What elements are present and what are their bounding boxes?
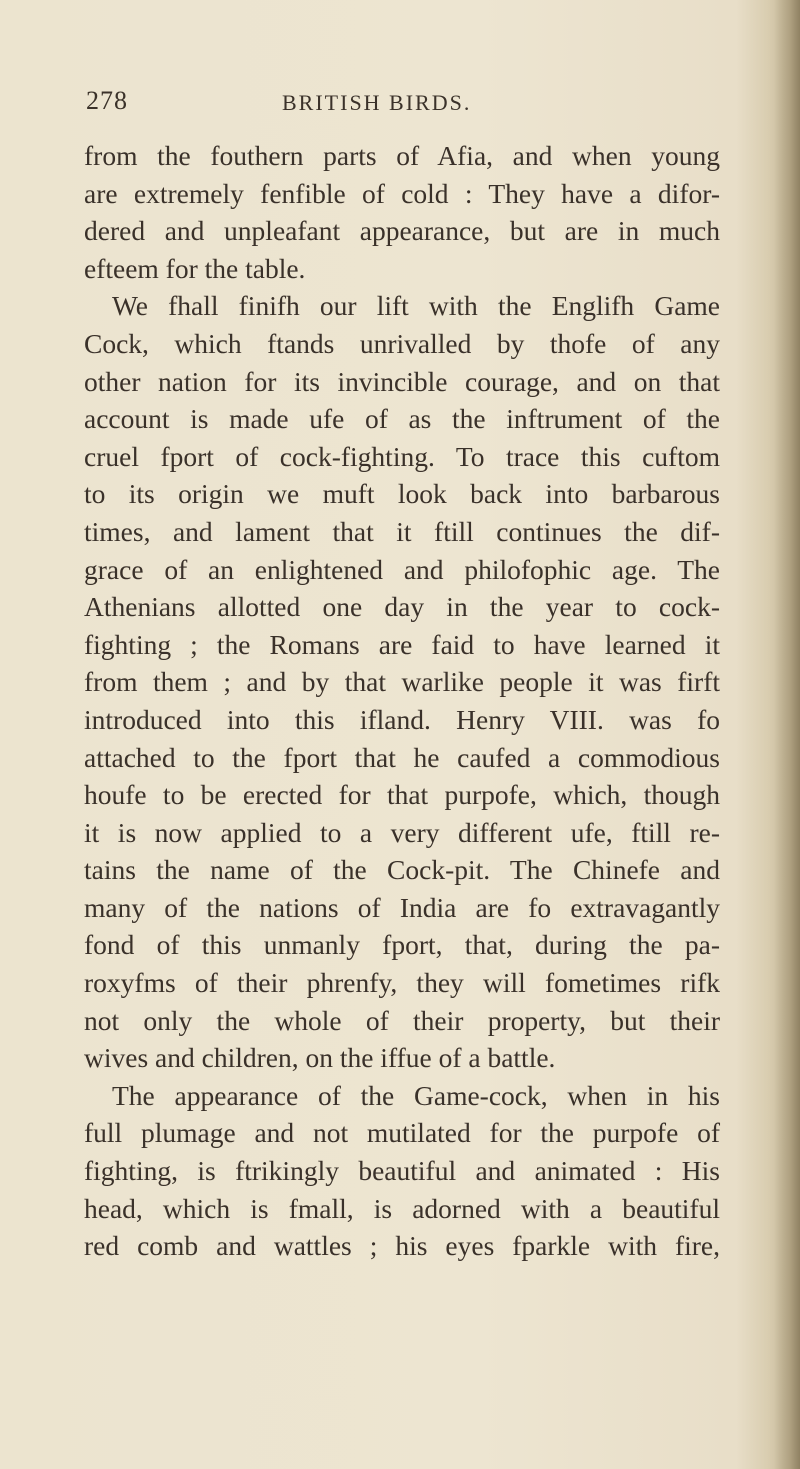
text-line: times, and lament that it ftill continues the dif-: [84, 515, 720, 547]
text-line: are extremely fenfible of cold : They have a difor-: [84, 177, 720, 209]
text-line: roxyfms of their phrenfy, they will fometimes rifk: [84, 967, 720, 999]
text-line: houfe to be erected for that purpofe, which, though: [84, 779, 720, 811]
text-line: cruel fport of cock-fighting. To trace this cuftom: [84, 440, 720, 472]
text-line: Cock, which ftands unrivalled by thofe of any: [84, 327, 720, 359]
page-edge-shadow: [774, 0, 800, 1469]
text-line: wives and children, on the iffue of a battle.: [84, 1042, 556, 1074]
text-line: efteem for the table.: [84, 252, 306, 284]
text-line: account is made ufe of as the inftrument of the: [84, 403, 720, 435]
text-line: it is now applied to a very different ufe, ftill re-: [84, 816, 720, 848]
text-line: dered and unpleafant appearance, but are in much: [84, 215, 720, 247]
page-header: [0, 86, 800, 126]
text-line: introduced into this ifland. Henry VIII. was fo: [84, 703, 720, 735]
text-line: Athenians allotted one day in the year to cock-: [84, 591, 720, 623]
text-line: fighting, is ftrikingly beautiful and animated : His: [84, 1155, 720, 1187]
body-text: [84, 137, 720, 1265]
text-line: grace of an enlightened and philofophic age. The: [84, 553, 720, 585]
text-line: not only the whole of their property, but their: [84, 1004, 720, 1036]
text-line: tains the name of the Cock-pit. The Chinefe and: [84, 854, 720, 886]
text-line: fighting ; the Romans are faid to have learned it: [84, 628, 720, 660]
text-line: other nation for its invincible courage, and on that: [84, 365, 720, 397]
text-line: fond of this unmanly fport, that, during the pa-: [84, 929, 720, 961]
text-line: many of the nations of India are fo extravagantly: [84, 891, 720, 923]
text-line: to its origin we muft look back into barbarous: [84, 478, 720, 510]
text-line: head, which is fmall, is adorned with a beautiful: [84, 1192, 720, 1224]
text-line: from the fouthern parts of Afia, and when young: [84, 140, 720, 171]
text-line: red comb and wattles ; his eyes fparkle with fire,: [84, 1230, 720, 1262]
text-line: We fhall finifh our lift with the Englifh Game: [112, 290, 720, 322]
text-line: from them ; and by that warlike people it was firft: [84, 666, 720, 698]
page-number: 278: [86, 86, 128, 115]
text-line: attached to the fport that he caufed a commodious: [84, 741, 720, 773]
text-line: The appearance of the Game-cock, when in his: [112, 1079, 720, 1111]
text-line: full plumage and not mutilated for the purpofe of: [84, 1117, 720, 1149]
running-title: BRITISH BIRDS.: [282, 90, 472, 115]
